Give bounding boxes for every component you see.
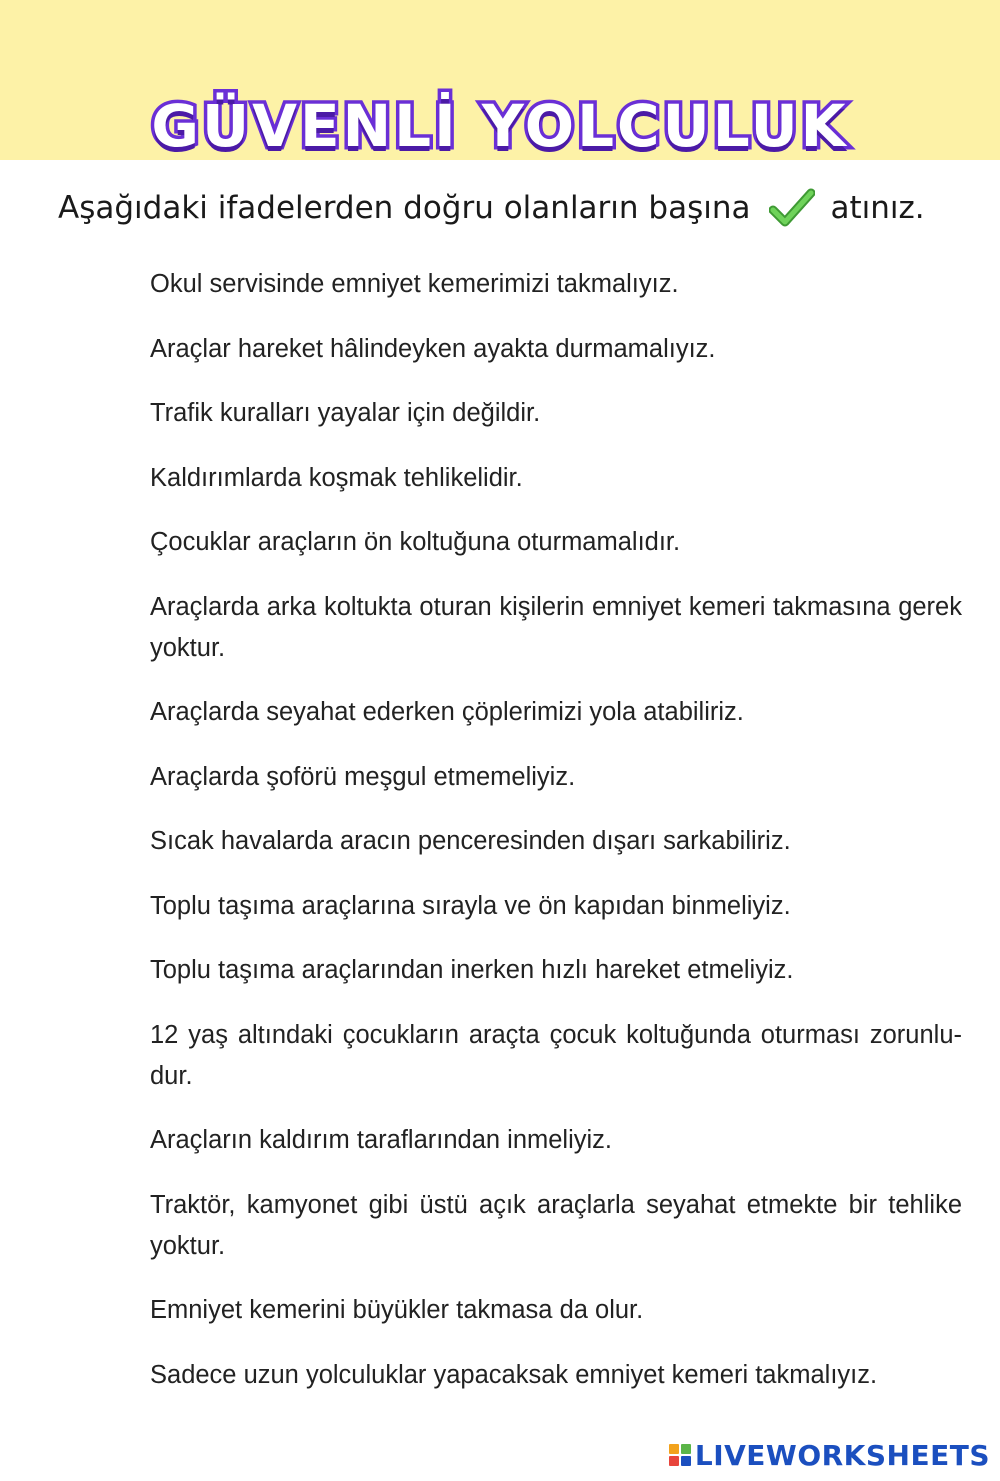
instruction-text-before: Aşağıdaki ifadelerden doğru olanların başına	[58, 190, 751, 226]
statement-item[interactable]: Araçlarda seyahat ederken çöplerimizi yola atabiliriz.	[150, 698, 744, 726]
liveworksheets-logo[interactable]	[669, 1437, 990, 1473]
statement-item[interactable]: Emniyet kemerini büyükler takmasa da olur.	[150, 1296, 644, 1324]
statement-item[interactable]: Toplu taşıma araçlarından inerken hızlı hareket etmeliyiz.	[150, 956, 794, 984]
page-title: GÜVENLİ YOLCULUK	[151, 92, 849, 160]
statement-item[interactable]: Sadece uzun yolculuklar yapacaksak emniyet kemeri takmalıyız.	[150, 1360, 878, 1389]
instruction-line	[58, 188, 978, 228]
statement-item[interactable]: Kaldırımlarda koşmak tehlikelidir.	[150, 463, 523, 492]
statement-item[interactable]: Çocuklar araçların ön koltuğuna oturmamalıdır.	[150, 528, 681, 556]
statement-item[interactable]: Araçlar hareket hâlindeyken ayakta durmamalıyız.	[150, 334, 716, 363]
logo-blocks-icon	[669, 1444, 691, 1466]
statement-item[interactable]: Trafik kuralları yayalar için değildir.	[150, 399, 541, 427]
statement-item[interactable]: Araçlarda arka koltukta oturan kişilerin emniyet kemeri takmasına gerek yoktur.	[150, 592, 962, 662]
statement-list	[150, 264, 962, 1419]
statement-item[interactable]: Araçların kaldırım taraflarından inmeliyiz.	[150, 1126, 613, 1154]
statement-item[interactable]: Traktör, kamyonet gibi üstü açık araçlarla seyahat etmekte bir tehlike yoktur.	[150, 1190, 962, 1260]
instruction-text-after: atınız.	[830, 190, 925, 226]
statement-item[interactable]: Araçlarda şoförü meşgul etmemeliyiz.	[150, 762, 576, 791]
statement-item[interactable]: Sıcak havalarda aracın penceresinden dışarı sarkabiliriz.	[150, 827, 791, 855]
statement-item[interactable]: Toplu taşıma araçlarına sırayla ve ön kapıdan binmeliyiz.	[150, 891, 791, 920]
statement-item[interactable]: 12 yaş altındaki çocukların araçta çocuk koltuğunda oturması zorunlu-dur.	[150, 1020, 962, 1090]
statement-item[interactable]: Okul servisinde emniyet kemerimizi takmalıyız.	[150, 270, 679, 298]
checkmark-icon	[769, 188, 815, 228]
logo-text: LIVEWORKSHEETS	[694, 1438, 990, 1472]
